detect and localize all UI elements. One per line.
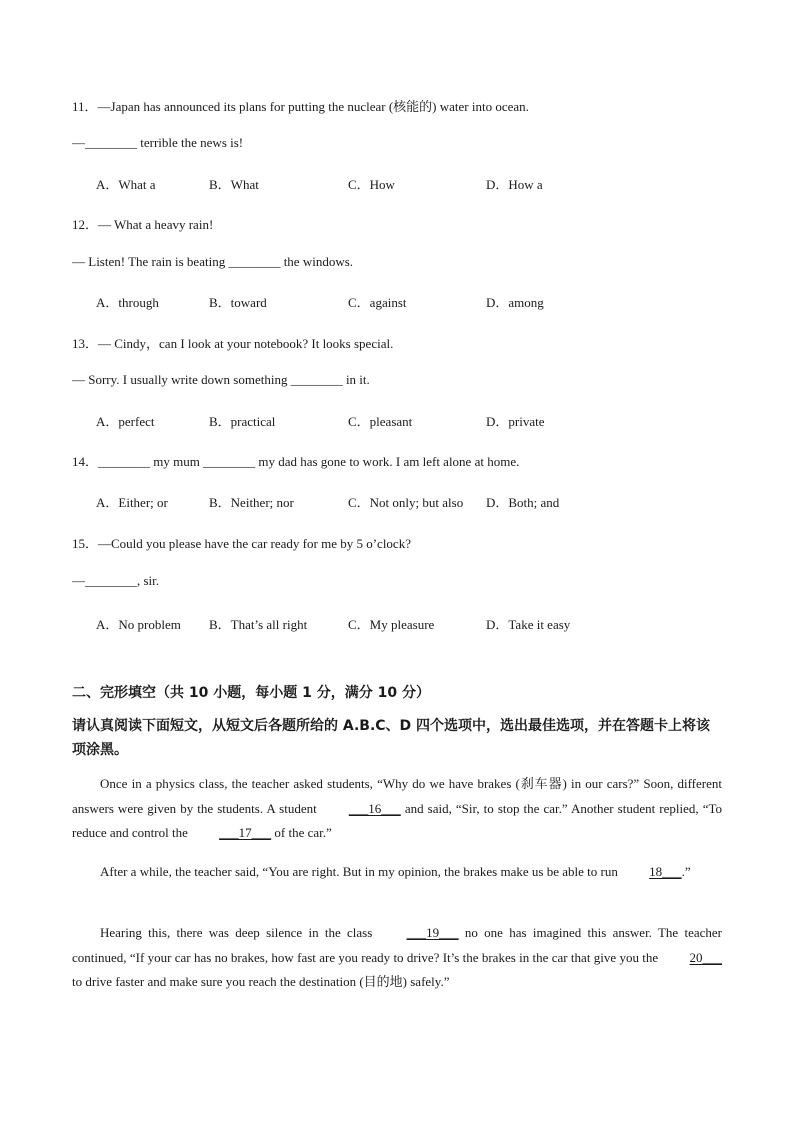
- blank-20: 20___: [689, 949, 722, 965]
- q15-option-b: B．That’s all right: [209, 617, 308, 632]
- q12-option-c: C．against: [348, 295, 407, 310]
- q14-option-b: B．Neither; nor: [209, 495, 294, 510]
- paragraph-2-text-a: After a while, the teacher said, “You are right. But in my opinion, the brakes make us be able to run: [100, 864, 622, 879]
- question-15-stem: 15．—Could you please have the car ready for me by 5 o’clock?: [72, 536, 411, 551]
- q13-option-a: A．perfect: [96, 414, 155, 429]
- question-11-response: —________ terrible the news is!: [72, 135, 244, 150]
- q14-option-a: A．Either; or: [96, 495, 168, 510]
- q15-option-a: A．No problem: [96, 617, 181, 632]
- q11-option-d: D．How a: [486, 177, 543, 192]
- paragraph-3-text-a: Hearing this, there was deep silence in the class: [100, 925, 379, 940]
- passage-paragraph-2: [72, 860, 722, 885]
- blank-17: ___17___: [219, 825, 272, 840]
- section-2-instruction: 请认真阅读下面短文，从短文后各题所给的 A.B.C、D 四个选项中，选出最佳选项，并在答题卡上将该项涂黑。: [72, 718, 711, 758]
- paragraph-1-text-c: of the car.”: [271, 825, 332, 840]
- paragraph-1-text-b: and said, “Sir, to stop the car.” Another student replied, “To reduce and control the: [72, 800, 722, 840]
- q14-option-c: C．Not only; but also: [348, 495, 464, 510]
- q13-option-c: C．pleasant: [348, 414, 413, 429]
- q14-option-d: D．Both; and: [486, 495, 560, 510]
- question-11-stem: 11．—Japan has announced its plans for putting the nuclear (核能的) water into ocean.: [72, 99, 529, 114]
- q13-option-d: D．private: [486, 414, 545, 429]
- q13-option-b: B．practical: [209, 414, 276, 429]
- section-2-title: 二、完形填空（共 10 小题，每小题 1 分，满分 10 分）: [72, 685, 430, 701]
- paragraph-3-text-c: to drive faster and make sure you reach the destination (目的地) safely.”: [72, 974, 450, 989]
- paragraph-2-text-b: .”: [681, 864, 691, 879]
- blank-18: 18___: [649, 864, 682, 879]
- q12-option-a: A．through: [96, 295, 159, 310]
- q15-option-d: D．Take it easy: [486, 617, 571, 632]
- q11-option-b: B．What: [209, 177, 259, 192]
- q11-option-a: A．What a: [96, 177, 156, 192]
- paragraph-1-text-a: Once in a physics class, the teacher asked students, “Why do we have brakes (刹车器) in our cars?” Soon, different answers were given by the students. A student: [72, 776, 722, 816]
- question-15-response: —________, sir.: [72, 573, 160, 588]
- blank-16: ___16___: [348, 800, 401, 816]
- blank-19: ___19___: [406, 925, 459, 940]
- q12-option-b: B．toward: [209, 295, 267, 310]
- passage-paragraph-1: [72, 772, 722, 846]
- paragraph-3-text-b: no one has imagined this answer. The teacher continued, “If your car has no brakes, how fast are you ready to drive? It’s the brakes in the car that give you the: [72, 925, 722, 965]
- question-12-response: — Listen! The rain is beating ________ the windows.: [72, 254, 354, 269]
- q15-option-c: C．My pleasure: [348, 617, 435, 632]
- passage-paragraph-3: [72, 921, 722, 995]
- question-13-stem: 13．— Cindy，can I look at your notebook? It looks special.: [72, 336, 394, 351]
- question-13-response: — Sorry. I usually write down something ________ in it.: [72, 372, 370, 387]
- question-14-stem: 14．________ my mum ________ my dad has gone to work. I am left alone at home.: [72, 454, 520, 469]
- question-12-stem: 12．— What a heavy rain!: [72, 217, 214, 232]
- q11-option-c: C．How: [348, 177, 395, 192]
- q12-option-d: D．among: [486, 295, 544, 310]
